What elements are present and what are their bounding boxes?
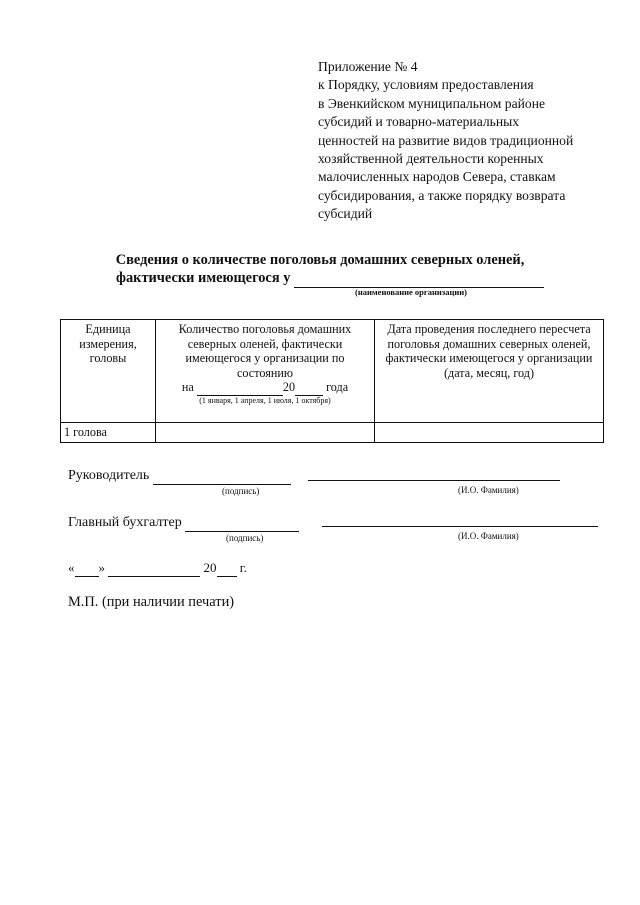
date-year-prefix: 20	[203, 560, 217, 575]
appendix-line: субсидий и товарно-материальных	[318, 114, 520, 130]
accountant-signature-note: (подпись)	[226, 533, 264, 543]
appendix-line: Приложение № 4	[318, 59, 418, 74]
accountant-signature-field[interactable]	[185, 515, 299, 532]
row-unit-cell	[61, 423, 156, 443]
appendix-line: малочисленных народов Севера, ставкам	[318, 169, 556, 185]
col-unit-header-text: Единица измерения, головы	[79, 322, 137, 366]
appendix-line: субсидирования, а также порядку возврата	[318, 187, 566, 203]
col-count-header-text: Количество поголовья домашних северных оленей, фактически имеющегося у организации по состоянию	[178, 322, 352, 380]
table-header-row	[61, 320, 604, 423]
row-unit-text: 1 голова	[64, 425, 107, 439]
col-recount-header	[375, 320, 604, 423]
table-row	[61, 423, 604, 443]
date-year-suffix: г.	[239, 560, 247, 575]
appendix-line: субсидий	[318, 206, 373, 222]
col-count-on: на	[181, 380, 194, 395]
document-title-line2	[116, 270, 616, 288]
appendix-line: ценностей на развитие видов традиционной	[318, 132, 574, 148]
accountant-name-field[interactable]	[322, 526, 598, 527]
date-year-field[interactable]	[217, 560, 237, 577]
col-count-year-prefix: 20	[282, 380, 296, 395]
accountant-label: Главный бухгалтер	[68, 515, 182, 530]
head-signature-note: (подпись)	[222, 486, 260, 496]
stamp-note: М.П. (при наличии печати)	[68, 594, 235, 610]
head-label: Руководитель	[68, 468, 150, 483]
col-count-date-note: (1 января, 1 апреля, 1 июля, 1 октября)	[199, 395, 331, 405]
row-count-cell[interactable]	[156, 423, 375, 443]
col-count-header	[156, 320, 375, 423]
organization-name-note: (наименование организации)	[355, 287, 467, 297]
date-open-quote: «	[68, 560, 75, 575]
accountant-signature-row	[68, 515, 299, 532]
col-count-year-word: года	[326, 380, 349, 395]
head-name-note: (И.О. Фамилия)	[458, 485, 519, 495]
col-recount-header-text: Дата проведения последнего пересчета поголовья домашних северных оленей, фактически имеющегося у организации (дата, месяц, год)	[385, 322, 593, 380]
appendix-line: в Эвенкийском муниципальном районе	[318, 95, 546, 111]
count-date-field[interactable]	[197, 380, 283, 396]
organization-name-field[interactable]	[294, 270, 544, 288]
document-title: Сведения о количестве поголовья домашних северных оленей,	[115, 252, 525, 268]
date-close-quote: »	[98, 560, 105, 575]
col-count-date-line	[159, 380, 371, 396]
date-day-field[interactable]	[75, 560, 99, 577]
date-row	[68, 560, 247, 577]
head-signature-field[interactable]	[153, 468, 291, 485]
appendix-header	[318, 58, 618, 224]
date-month-field[interactable]	[108, 560, 200, 577]
count-year-field[interactable]	[295, 380, 323, 396]
deer-count-table	[60, 319, 604, 443]
appendix-line: к Порядку, условиям предоставления	[318, 77, 534, 93]
appendix-line: хозяйственной деятельности коренных	[318, 151, 544, 167]
head-name-field[interactable]	[308, 480, 560, 481]
head-signature-row	[68, 468, 291, 485]
row-recount-cell[interactable]	[375, 423, 604, 443]
title-line2-text: фактически имеющегося у	[116, 270, 291, 286]
col-unit-header	[61, 320, 156, 423]
accountant-name-note: (И.О. Фамилия)	[458, 531, 519, 541]
